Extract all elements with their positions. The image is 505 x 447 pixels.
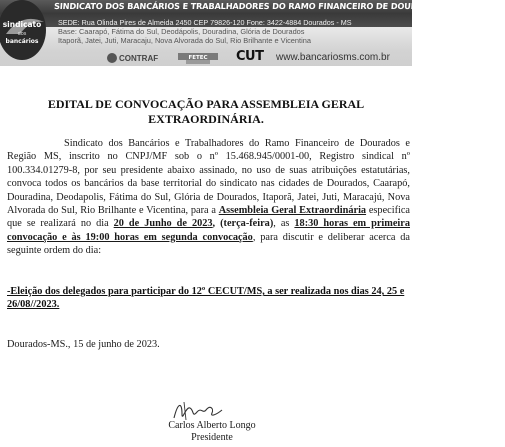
assembly-type: Assembleia Geral Extraordinária [218, 205, 367, 217]
union-logo-icon [0, 0, 50, 60]
cities-line-1: Base: Caarapó, Fátima do Sul, Deodápolis, Douradina, Glória de Dourados [58, 27, 305, 36]
paragraph-text: , as [273, 218, 295, 230]
fetec-label: FETEC [188, 55, 208, 61]
assembly-times: 18:30 horas em primeira convocação e às 19:00 horas em segunda convocação [7, 218, 410, 243]
convocation-paragraph [7, 137, 410, 258]
union-website: www.bancariosms.com.br [276, 52, 390, 63]
union-name [53, 1, 505, 12]
contraf-logo [107, 53, 158, 64]
signer-name: Carlos Alberto Longo [168, 420, 256, 431]
union-name-line: SINDICATO DOS BANCÁRIOS E TRABALHADORES DO RAMO FINANCEIRO DE DOURADOS E REGIÃO-MS [53, 1, 505, 11]
assembly-weekday: , (terça-feira) [212, 218, 274, 230]
contraf-label: CONTRAF [119, 54, 159, 63]
document-date: Dourados-MS., 15 de junho de 2023. [7, 339, 160, 350]
paragraph-text: , para discutir e deliberar acerca da seguinte ordem do dia: [7, 231, 411, 257]
union-base-cities [58, 28, 410, 45]
notice-title-line-1: EDITAL DE CONVOCAÇÃO PARA ASSEMBLEIA GERAL [47, 97, 365, 111]
cut-logo: CUT [236, 49, 264, 64]
fetec-logo-icon [176, 52, 220, 65]
logo-text-2: dos [17, 31, 27, 37]
notice-title-line-2: EXTRAORDINÁRIA. [148, 112, 264, 126]
paragraph-text: Sindicato dos Bancários e Trabalhadores do Ramo Financeiro de Dourados e Região MS, inscrito no CNPJ/MF sob o nº 15.468.945/0001-00, Registro sindical nº 100.334.01279-8, por seu presidente abaixo assinado, no uso de suas atribuições estatutárias, convoca todos os bancários da base territorial do sindicato nas cidades de Dourados, Caarapó, Douradina, Deodapolis, Fátima do Sul, Glória de Dourados, Itaporã, Jatei, Juti, Maracajú, Nova Alvorada do Sul, Rio Brilhante e Vicentina, para a [7, 138, 410, 217]
cities-line-2: Itaporã, Jatei, Juti, Maracaju, Nova Alvorada do Sul, Rio Brilhante e Vicentina [58, 35, 311, 45]
paragraph-text: especifica que se realizará no dia [7, 205, 411, 230]
agenda-item [7, 285, 410, 312]
logo-text-1: sindicato [2, 20, 42, 29]
notice-body [7, 137, 410, 258]
agenda-item-text: -Eleição dos delegados para participar do 12º CECUT/MS, a ser realizada nos dias 24, 25 e 26/08//2023. [7, 286, 405, 311]
letterhead [0, 0, 505, 66]
notice-title [0, 97, 412, 127]
union-address: SEDE: Rua Olinda Pires de Almeida 2450 CEP 79826-120 Fone: 3422-4884 Dourados - MS [58, 18, 352, 27]
contraf-mark-icon [107, 53, 117, 63]
signer-role: Presidente [191, 432, 233, 443]
assembly-date: 20 de Junho de 2023 [113, 218, 213, 230]
logo-text-3: bancários [5, 38, 39, 45]
